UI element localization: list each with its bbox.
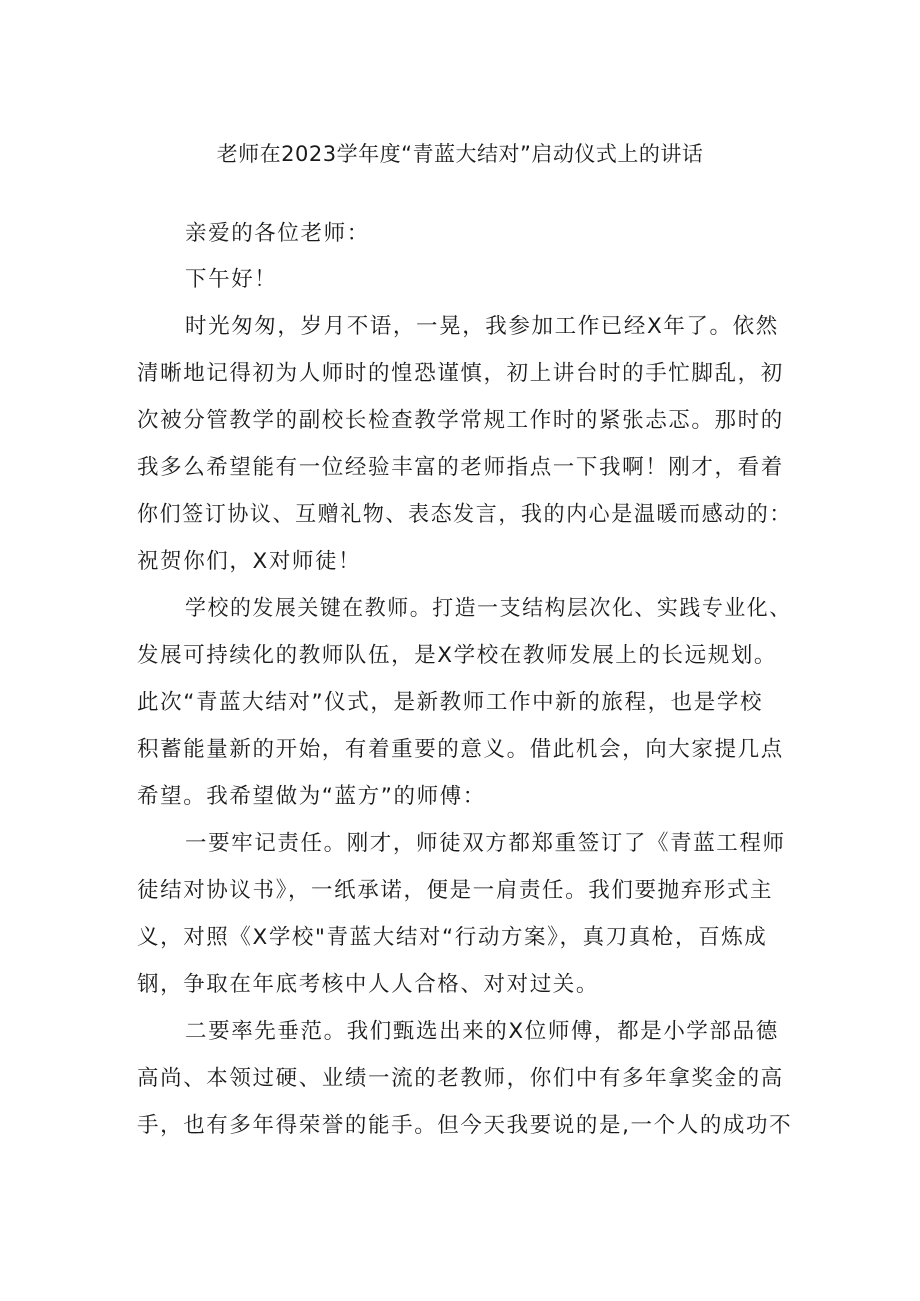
paragraph-line: 希望。我希望做为“蓝方”的师傅： xyxy=(137,784,486,809)
paragraph-line: 此次“青蓝大结对”仪式，是新教师工作中新的旅程，也是学校 xyxy=(137,690,764,715)
page-title: 老师在2023学年度“青蓝大结对”启动仪式上的讲话 xyxy=(216,142,704,166)
paragraph-line: 二要率先垂范。我们甄选出来的X位师傅，都是小学部品德 xyxy=(185,1019,779,1044)
paragraph-line: 次被分管教学的副校长检查教学常规工作时的紧张忐忑。那时的 xyxy=(137,408,784,433)
paragraph-line: 钢，争取在年底考核中人人合格、对对过关。 xyxy=(137,972,600,997)
greeting: 下午好！ xyxy=(185,267,278,292)
paragraph-line: 手，也有多年得荣誉的能手。但今天我要说的是,一个人的成功不 xyxy=(137,1113,793,1138)
paragraph-line: 发展可持续化的教师队伍，是X学校在教师发展上的长远规划。 xyxy=(137,643,778,668)
paragraph-line: 时光匆匆，岁月不语，一晃，我参加工作已经X年了。依然 xyxy=(185,314,779,339)
paragraph-line: 清晰地记得初为人师时的惶恐谨慎，初上讲台时的手忙脚乱，初 xyxy=(137,361,784,386)
paragraph-line: 祝贺你们，X对师徒！ xyxy=(137,549,362,574)
paragraph-line: 积蓄能量新的开始，有着重要的意义。借此机会，向大家提几点 xyxy=(137,737,784,762)
paragraph-line: 义，对照《X学校"青蓝大结对“行动方案》，真刀真枪，百炼成 xyxy=(137,925,768,950)
salutation: 亲爱的各位老师： xyxy=(185,221,370,246)
paragraph-line: 学校的发展关键在教师。打造一支结构层次化、实践专业化、 xyxy=(185,596,792,621)
paragraph-line: 一要牢记责任。刚才，师徒双方都郑重签订了《青蓝工程师 xyxy=(185,831,786,856)
paragraph-line: 你们签订协议、互赠礼物、表态发言，我的内心是温暖而感动的： xyxy=(137,502,792,527)
paragraph-line: 徒结对协议书》，一纸承诺，便是一肩责任。我们要抛弃形式主 xyxy=(137,878,774,903)
paragraph-line: 我多么希望能有一位经验丰富的老师指点一下我啊！刚才，看着 xyxy=(137,455,784,480)
paragraph-line: 高尚、本领过硬、业绩一流的老教师，你们中有多年拿奖金的高 xyxy=(137,1066,784,1091)
